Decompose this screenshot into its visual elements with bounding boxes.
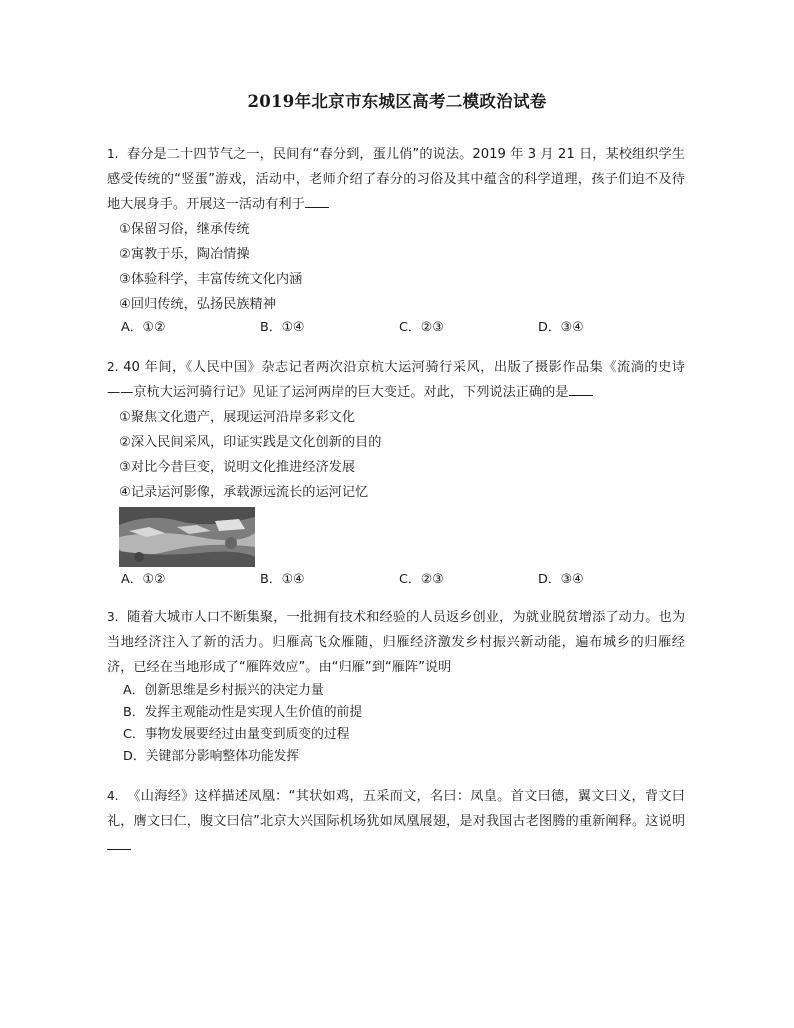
question-1	[107, 142, 685, 339]
choice-row	[107, 569, 685, 591]
question-number: 4.	[107, 789, 119, 803]
page-title: 2019年北京市东城区高考二模政治试卷	[247, 92, 547, 111]
choice-d: D．③④	[538, 572, 584, 587]
answer-blank	[569, 383, 593, 396]
canal-photo-image	[119, 507, 255, 567]
choice-row	[107, 317, 685, 339]
question-text: 随着大城市人口不断集聚，一批拥有技术和经验的人员返乡创业，为就业脱贫增添了动力。也为当地经济注入了新的活力。归雁高飞众雁随，归雁经济激发乡村振兴新动能，遍布城乡的归雁经济，已经在当地形成了“雁阵效应”。由“归雁”到“雁阵”说明	[107, 610, 686, 675]
question-3	[107, 605, 685, 768]
choice-c: C．②③	[399, 572, 444, 587]
statement-item: ②寓教于乐，陶冶情操	[119, 247, 250, 262]
choice-d: D．③④	[538, 320, 584, 335]
statement-item: ③对比今昔巨变，说明文化推进经济发展	[119, 460, 356, 475]
question-number: 3.	[107, 610, 119, 624]
choice-b: B．①④	[260, 572, 305, 587]
option-d: D．关键部分影响整体功能发挥	[123, 749, 300, 764]
choice-b: B．①④	[260, 320, 305, 335]
choice-a: A．①②	[121, 320, 166, 335]
option-c: C．事物发展要经过由量变到质变的过程	[123, 727, 350, 742]
question-2	[107, 355, 685, 591]
answer-blank	[305, 195, 329, 208]
question-stem	[107, 784, 685, 859]
choice-a: A．①②	[121, 572, 166, 587]
question-text: 40 年间，《人民中国》杂志记者两次沿京杭大运河骑行采风，出版了摄影作品集《流淌的史诗——京杭大运河骑行记》见证了运河两岸的巨大变迁。对此，下列说法正确的是	[107, 360, 685, 400]
question-stem	[107, 142, 685, 217]
statement-item: ①聚焦文化遗产，展现运河沿岸多彩文化	[119, 410, 356, 425]
statement-item: ④记录运河影像，承载源远流长的运河记忆	[119, 485, 369, 500]
option-b: B．发挥主观能动性是实现人生价值的前提	[123, 705, 363, 720]
choice-c: C．②③	[399, 320, 444, 335]
canal-photo	[119, 507, 255, 567]
statement-item: ④回归传统，弘扬民族精神	[119, 297, 276, 312]
question-number: 1.	[107, 147, 119, 161]
option-a: A．创新思维是乡村振兴的决定力量	[123, 683, 324, 698]
question-4	[107, 784, 685, 859]
statement-item: ①保留习俗，继承传统	[119, 222, 250, 237]
question-text: 《山海经》这样描述凤凰：“其状如鸡，五采而文，名曰：凤皇。首文曰德，翼文曰义，背文曰礼，膺文曰仁，腹文曰信”北京大兴国际机场犹如凤凰展翅，是对我国古老图腾的重新阐释。这说明	[107, 789, 685, 829]
question-stem	[107, 355, 685, 405]
statement-item: ③体验科学，丰富传统文化内涵	[119, 272, 303, 287]
answer-blank	[107, 837, 131, 850]
statement-item: ②深入民间采风，印证实践是文化创新的目的	[119, 435, 382, 450]
question-text: 春分是二十四节气之一，民间有“春分到，蛋儿俏”的说法。2019 年 3 月 21 日，某校组织学生感受传统的“竖蛋”游戏，活动中，老师介绍了春分的习俗及其中蕴含的科学道理，孩子们迫不及待地大展身手。开展这一活动有利于	[107, 147, 685, 212]
question-number: 2.	[107, 360, 119, 374]
question-stem	[107, 605, 685, 680]
